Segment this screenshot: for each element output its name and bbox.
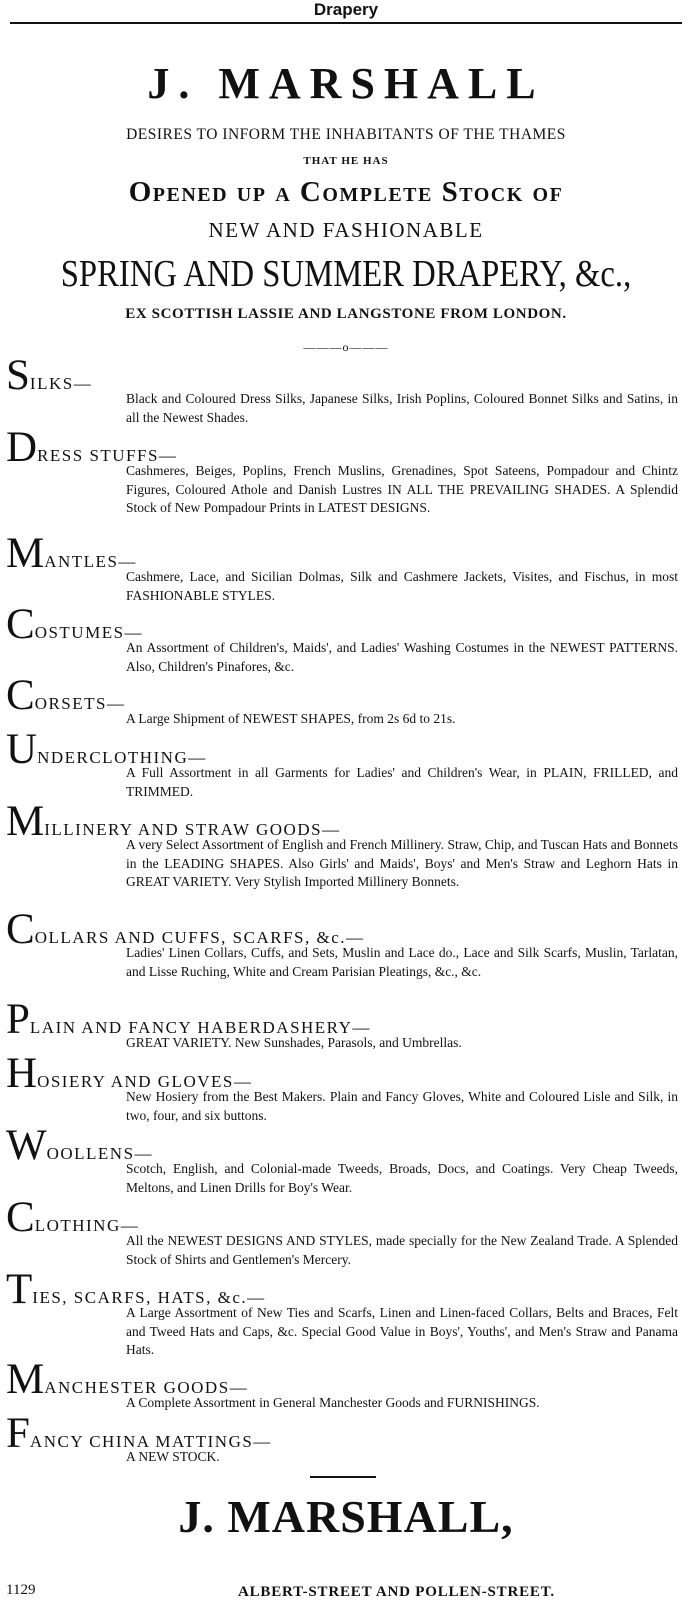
drop-cap: D [6,424,38,471]
item-manchester [6,1356,684,1413]
item-description: A Full Assortment in all Garments for Ladies' and Children's Wear, in PLAIN, FRILLED, and TRIMMED. [126,765,678,799]
item-heading: RESS STUFFS— [37,446,178,465]
item-heading: IES, SCARFS, HATS, &c.— [32,1288,266,1307]
item-dress-stuffs [6,424,684,518]
item-haberdashery [6,996,684,1053]
item-hosiery [6,1050,684,1125]
item-underclothing [6,726,684,801]
drop-cap: W [6,1122,47,1169]
ornament-divider: ———o——— [303,340,389,354]
section-label: Drapery [313,0,379,19]
footer-address: ALBERT-STREET AND POLLEN-STREET. [238,1584,555,1600]
item-description: Cashmeres, Beiges, Poplins, French Muslins, Grenadines, Spot Sateens, Pompadour and Chintz Figures, Coloured Athole and Danish Lustres IN ALL THE PREVAILING SHADES. A Splendid Stock of New Pompadour Prints in LATEST DESIGNS. [126,463,678,515]
item-description: An Assortment of Children's, Maids', and Ladies' Washing Costumes in the NEWEST PATTERNS. Also, Children's Pinafores, &c. [126,640,678,674]
item-description: Ladies' Linen Collars, Cuffs, and Sets, Muslin and Lace do., Lace and Silk Scarfs, Muslin, Tarlatan, and Lisse Ruching, White and Cream Parisian Pleatings, &c., &c. [126,945,678,979]
item-woollens [6,1122,684,1197]
item-collars [6,906,684,981]
item-millinery [6,798,684,892]
item-heading: OSIERY AND GLOVES— [37,1072,253,1091]
drop-cap: C [6,906,35,953]
item-heading: OLLARS AND CUFFS, SCARFS, &c.— [34,928,365,947]
item-corsets [6,672,684,729]
subheadline: NEW AND FASHIONABLE [208,218,484,242]
intro-line: DESIRES TO INFORM THE INHABITANTS OF THE THAMES [126,126,566,143]
drop-cap: C [6,672,35,719]
item-heading: NDERCLOTHING— [37,748,207,767]
item-mattings [6,1410,684,1467]
item-description: Black and Coloured Dress Silks, Japanese Silks, Irish Poplins, Coloured Bonnet Silks and Satins, in all the Newest Shades. [126,391,678,425]
item-clothing [6,1194,684,1269]
item-heading: LAIN AND FANCY HABERDASHERY— [29,1018,371,1037]
drop-cap: U [6,726,38,773]
item-heading: ILLINERY AND STRAW GOODS— [44,820,341,839]
item-description: A Complete Assortment in General Manchester Goods and FURNISHINGS. [126,1395,540,1410]
item-mantles [6,530,684,605]
merchant-title: J. MARSHALL [147,59,545,108]
reference-number: 1129 [6,1582,36,1598]
item-heading: ANCHESTER GOODS— [44,1378,249,1397]
item-heading: OOLLENS— [46,1144,154,1163]
item-description: A very Select Assortment of English and French Millinery. Straw, Chip, and Tuscan Hats and Bonnets in the LEADING SHAPES. Also Girls' and Maids', Boys' and Men's Straw and Leghorn Hats in GREAT VARIETY. Very Stylish Imported Millinery Bonnets. [126,837,678,889]
advertisement-page [6,0,686,1608]
footer-merchant: J. MARSHALL, [178,1491,514,1542]
item-description: Cashmere, Lace, and Sicilian Dolmas, Silk and Cashmere Jackets, Visites, and Fischus, in most FASHIONABLE STYLES. [126,569,678,603]
drop-cap: M [6,1356,45,1403]
drop-cap: F [6,1410,30,1457]
item-description: A Large Shipment of NEWEST SHAPES, from 2s 6d to 21s. [126,711,456,726]
item-description: New Hosiery from the Best Makers. Plain and Fancy Gloves, White and Coloured Lisle and Silk, in two, four, and six buttons. [126,1089,678,1123]
item-heading: LOTHING— [34,1216,140,1235]
drop-cap: M [6,798,45,845]
item-heading: ILKS— [29,374,93,393]
bottom-rule [310,1476,376,1478]
drop-cap: T [6,1266,33,1313]
drop-cap: H [6,1050,38,1097]
item-description: GREAT VARIETY. New Sunshades, Parasols, and Umbrellas. [126,1035,462,1050]
drop-cap: S [6,352,30,399]
top-rule [10,22,682,24]
item-heading: OSTUMES— [34,623,144,642]
item-description: A Large Assortment of New Ties and Scarfs, Linen and Linen-faced Collars, Belts and Braces, Felt and Tweed Hats and Caps, &c. Special Good Value in Boys', Youths', and Men's Straw and Panama Hats. [126,1305,678,1357]
item-heading: ORSETS— [34,694,126,713]
drop-cap: P [6,996,30,1043]
shipping-line: EX SCOTTISH LASSIE AND LANGSTONE FROM LONDON. [125,306,567,322]
item-description: All the NEWEST DESIGNS AND STYLES, made specially for the New Zealand Trade. A Splended Stock of Shirts and Gentlemen's Mercery. [126,1233,678,1267]
item-description: A NEW STOCK. [126,1449,220,1464]
drop-cap: M [6,530,45,577]
drop-cap: C [6,601,35,648]
item-silks [6,352,684,427]
main-headline: SPRING AND SUMMER DRAPERY, &c., [60,253,632,295]
item-ties [6,1266,684,1360]
item-costumes [6,601,684,676]
item-heading: ANTLES— [44,552,137,571]
drop-cap: C [6,1194,35,1241]
item-description: Scotch, English, and Colonial-made Tweeds, Broads, Docs, and Coatings. Very Cheap Tweeds, Meltons, and Linen Drills for Boy's Wear. [126,1161,678,1195]
item-heading: ANCY CHINA MATTINGS— [29,1432,272,1451]
headline: Opened up a Complete Stock of [128,176,564,208]
intro-line-2: THAT HE HAS [303,155,389,167]
